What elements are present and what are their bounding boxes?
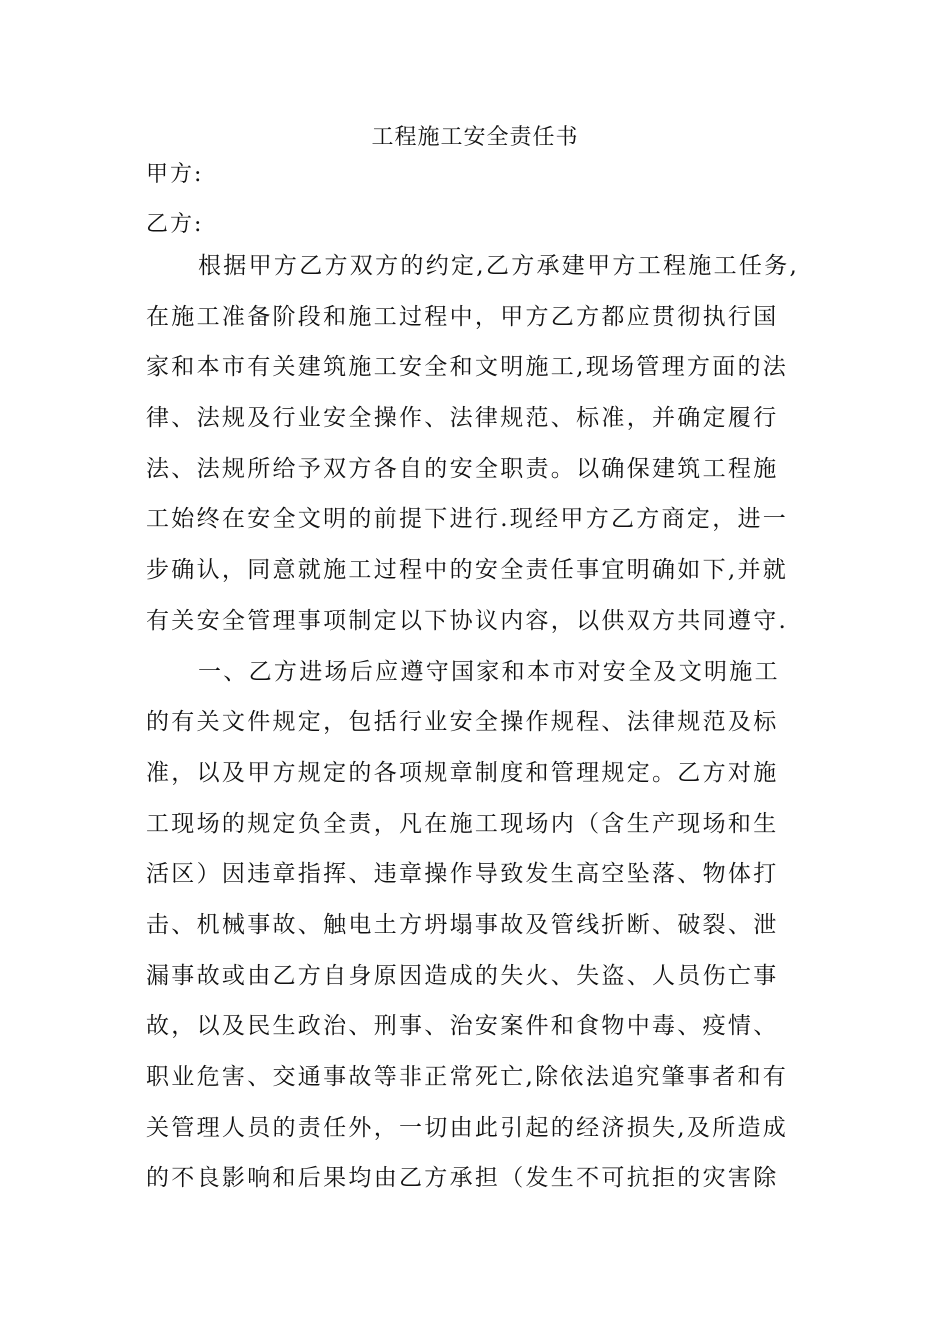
text-line: 关管理人员的责任外，一切由此引起的经济损失,及所造成 <box>146 1114 789 1141</box>
text-line: 职业危害、交通事故等非正常死亡,除依法追究肇事者和有 <box>146 1064 789 1090</box>
text-line: 家和本市有关建筑施工安全和文明施工,现场管理方面的法 <box>146 354 789 381</box>
text-line: 活区）因违章指挥、违章操作导致发生高空坠落、物体打 <box>146 861 779 888</box>
text-line: 步确认，同意就施工过程中的安全责任事宜明确如下,并就 <box>146 557 789 584</box>
text-line: 准，以及甲方规定的各项规章制度和管理规定。乙方对施 <box>146 759 779 786</box>
text-line: 律、法规及行业安全操作、法律规范、标准，并确定履行 <box>146 405 779 432</box>
text-line: 一、乙方进场后应遵守国家和本市对安全及文明施工 <box>198 658 780 685</box>
text-line: 有关安全管理事项制定以下协议内容，以供双方共同遵守. <box>146 607 789 634</box>
text-line: 的有关文件规定，包括行业安全操作规程、法律规范及标 <box>146 709 779 736</box>
text-line: 击、机械事故、触电土方坍塌事故及管线折断、破裂、泄 <box>146 911 779 938</box>
document-title: 工程施工安全责任书 <box>371 125 579 150</box>
text-line: 工现场的规定负全责，凡在施工现场内（含生产现场和生 <box>146 810 779 837</box>
text-line: 根据甲方乙方双方的约定,乙方承建甲方工程施工任务, <box>198 253 800 279</box>
text-line: 漏事故或由乙方自身原因造成的失火、失盗、人员伤亡事 <box>146 962 779 989</box>
text-line: 工始终在安全文明的前提下进行.现经甲方乙方商定，进一 <box>146 506 789 533</box>
text-line: 故，以及民生政治、刑事、治安案件和食物中毒、疫情、 <box>146 1013 779 1040</box>
text-line: 的不良影响和后果均由乙方承担（发生不可抗拒的灾害除 <box>146 1165 779 1192</box>
body-text <box>146 241 806 1204</box>
text-line: 法、法规所给予双方各自的安全职责。以确保建筑工程施 <box>146 455 779 482</box>
party-a-label: 甲方: <box>146 162 204 187</box>
party-b-label: 乙方: <box>146 212 204 237</box>
text-line: 在施工准备阶段和施工过程中，甲方乙方都应贯彻执行国 <box>146 303 779 330</box>
